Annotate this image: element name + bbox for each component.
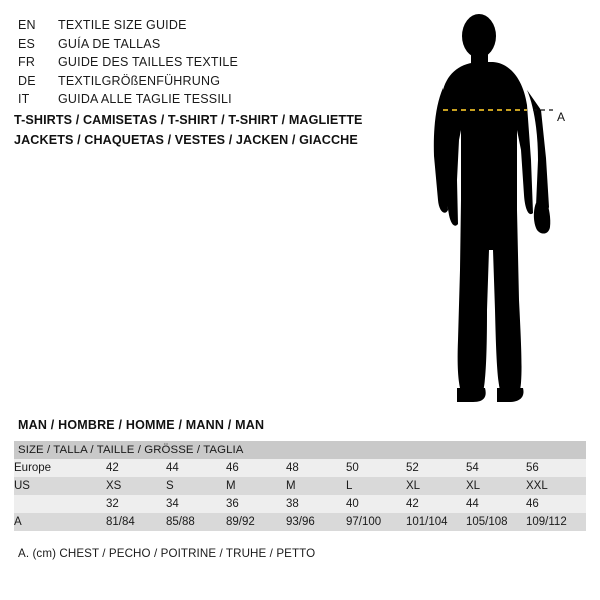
- cell-us-1: S: [166, 477, 226, 495]
- row-label-numeric: [14, 495, 106, 513]
- cell-us-2: M: [226, 477, 286, 495]
- cell-europe-0: 42: [106, 459, 166, 477]
- language-text-de: TEXTILGRÖßENFÜHRUNG: [58, 73, 221, 88]
- table-header-row: [14, 441, 586, 459]
- row-label-a: A: [14, 513, 106, 531]
- language-code-es: ES: [18, 36, 36, 51]
- cell-numeric-4: 40: [346, 495, 406, 513]
- cell-a-6: 105/108: [466, 513, 526, 531]
- language-text-en: TEXTILE SIZE GUIDE: [58, 18, 187, 32]
- cell-numeric-3: 38: [286, 495, 346, 513]
- language-row-en: [18, 16, 378, 35]
- cell-europe-2: 46: [226, 459, 286, 477]
- cell-us-7: XXL: [526, 477, 586, 495]
- cell-a-7: 109/112: [526, 513, 586, 531]
- language-code-de: DE: [18, 73, 36, 88]
- cell-us-0: XS: [106, 477, 166, 495]
- language-header-block: [18, 16, 378, 109]
- language-row-it: [18, 90, 378, 109]
- male-silhouette-figure: [405, 10, 595, 410]
- cell-a-1: 85/88: [166, 513, 226, 531]
- table-row: [14, 495, 586, 513]
- cell-a-0: 81/84: [106, 513, 166, 531]
- cell-a-5: 101/104: [406, 513, 466, 531]
- category-line-jackets: JACKETS / CHAQUETAS / VESTES / JACKEN / GIACCHE: [14, 133, 358, 147]
- category-line-tshirts: T-SHIRTS / CAMISETAS / T-SHIRT / T-SHIRT / MAGLIETTE: [14, 113, 363, 127]
- language-text-es: GUÍA DE TALLAS: [58, 36, 161, 51]
- language-row-de: [18, 72, 378, 91]
- cell-numeric-0: 32: [106, 495, 166, 513]
- cell-us-5: XL: [406, 477, 466, 495]
- table-row: [14, 513, 586, 531]
- cell-europe-3: 48: [286, 459, 346, 477]
- cell-us-3: M: [286, 477, 346, 495]
- language-text-it: GUIDA ALLE TAGLIE TESSILI: [58, 92, 232, 106]
- row-label-us: US: [14, 477, 106, 495]
- cell-a-3: 93/96: [286, 513, 346, 531]
- table-header-label: SIZE / TALLA / TAILLE / GRÖSSE / TAGLIA: [14, 441, 586, 459]
- language-text-fr: GUIDE DES TAILLES TEXTILE: [58, 55, 239, 69]
- silhouette-svg: [405, 10, 595, 410]
- language-row-fr: [18, 53, 378, 72]
- chest-callout-label: A: [557, 110, 566, 124]
- cell-numeric-6: 44: [466, 495, 526, 513]
- table-row: [14, 477, 586, 495]
- category-block: [14, 110, 414, 150]
- cell-numeric-7: 46: [526, 495, 586, 513]
- table-section-title: MAN / HOMBRE / HOMME / MANN / MAN: [18, 418, 265, 432]
- cell-europe-1: 44: [166, 459, 226, 477]
- cell-numeric-1: 34: [166, 495, 226, 513]
- language-code-it: IT: [18, 92, 30, 106]
- cell-numeric-5: 42: [406, 495, 466, 513]
- cell-us-6: XL: [466, 477, 526, 495]
- cell-europe-5: 52: [406, 459, 466, 477]
- row-label-europe: Europe: [14, 459, 106, 477]
- language-row-es: [18, 35, 378, 54]
- table-row: [14, 459, 586, 477]
- cell-europe-7: 56: [526, 459, 586, 477]
- cell-europe-4: 50: [346, 459, 406, 477]
- cell-numeric-2: 36: [226, 495, 286, 513]
- size-table: [14, 441, 586, 531]
- cell-us-4: L: [346, 477, 406, 495]
- language-code-fr: FR: [18, 55, 36, 69]
- cell-a-2: 89/92: [226, 513, 286, 531]
- cell-a-4: 97/100: [346, 513, 406, 531]
- language-code-en: EN: [18, 18, 36, 32]
- cell-europe-6: 54: [466, 459, 526, 477]
- chest-footnote: A. (cm) CHEST / PECHO / POITRINE / TRUHE / PETTO: [18, 547, 316, 560]
